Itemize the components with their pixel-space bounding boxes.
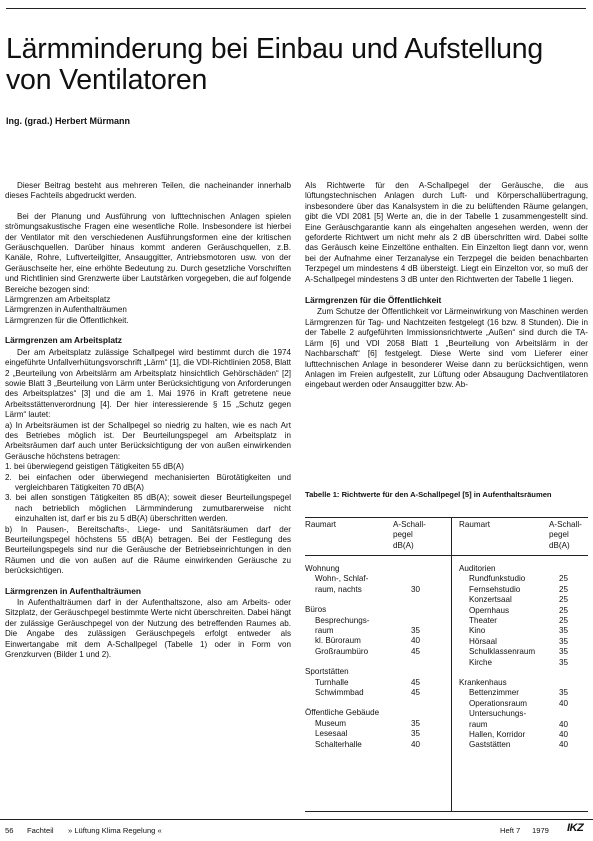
- page-number: 56: [5, 826, 14, 835]
- list-item: 2. bei einfachen oder überwiegend mechanisierten Bürotätigkeiten und vergleichbaren Tätigkeiten 70 dB(A): [5, 472, 291, 492]
- table-group-label: Wohnung: [305, 564, 340, 573]
- table-cell-raumart: raum, nachts: [315, 584, 362, 594]
- article-title: [6, 34, 591, 96]
- table-header-pegel: A-Schall- pegel dB(A): [549, 520, 582, 550]
- paragraph: a) In Arbeitsräumen ist der Schallpegel so niedrig zu halten, wie es nach Art des Betriebes möglich ist. Der Beurteilungspegel am Arbeitsplatz in Arbeitsräumen darf auch unter Berücksichtigung der von außen einwirkenden Geräusche höchstens betragen:: [5, 420, 291, 461]
- table-cell-raumart: Museum: [315, 718, 347, 728]
- paragraph: Bei der Planung und Ausführung von lufttechnischen Anlagen spielen strömungsakustische Fragen eine wesentliche Rolle. Insbesondere ist hierbei der Ventilator mit den verschiedenen Ausführungsformen eine der kritischen Geräuschquellen. Darüber hinaus kommt anderen Geräuschquellen, z.B. Kanäle, Rohre, Luftverteilgitter, Ansauggitter, Antriebsmotoren usw. von der Geräuschseite her, eine erhöhte Bedeutung zu. Durch gesetzliche Vorschriften und Richtlinien sind Grenzwerte über Lautstärken vorgegeben, die auf folgende Bereiche bezogen sind:: [5, 211, 291, 294]
- table-cell-raumart: Lesesaal: [315, 729, 348, 739]
- table-cell-raumart: Hörsaal: [469, 636, 497, 646]
- table-cell-value: 45: [411, 688, 421, 697]
- right-column: [305, 181, 588, 391]
- table-cell-value: 35: [411, 626, 421, 635]
- table-cell-raumart: Fernsehstudio: [469, 584, 521, 594]
- table-cell-raumart: Theater: [469, 616, 497, 625]
- top-rule: [6, 8, 586, 9]
- bottom-rule: [0, 819, 593, 820]
- table-group-label: Auditorien: [459, 564, 496, 573]
- table-cell-raumart: Konzertsaal: [469, 595, 512, 605]
- title-line-2: von Ventilatoren: [6, 64, 208, 96]
- table-cell-raumart: Hallen, Korridor: [469, 730, 526, 739]
- footer-section: Fachteil: [27, 826, 54, 835]
- table-cell-value: 25: [559, 574, 569, 584]
- table-cell-value: 25: [559, 584, 569, 594]
- table-cell-raumart: Gaststätten: [469, 740, 511, 750]
- table-cell-value: 35: [559, 657, 569, 667]
- table-cell-raumart: Wohn-, Schlaf-: [315, 574, 369, 584]
- table-cell-value: 40: [559, 698, 569, 708]
- table-cell-raumart: Schalterhalle: [315, 739, 362, 749]
- title-line-1: Lärmminderung bei Einbau und Aufstellung: [6, 33, 544, 65]
- author-line: Ing. (grad.) Herbert Mürmann: [6, 116, 131, 126]
- list-item: Lärmgrenzen in Aufenthalträumen: [5, 305, 127, 315]
- paragraph: Zum Schutze der Öffentlichkeit vor Lärmeinwirkung von Maschinen werden Lärmgrenzen für Tag- und Nachtzeiten festgelegt (16 bzw. 8 Stunden). Die in der Tabelle 2 aufgeführten Immissionsrichtwerte „Außen“ sind durch die TA-Lärm [6] und VDI 2058 Blatt 1 „Beurteilung von Arbeitslärm in der Nachbarschaft“ [6] festgelegt. Diese Werte sind vom Lieferer einer lufttechnischen Anlage in besonderer Weise dann zu berücksichtigen, wenn Anlagen im Freien aufgestellt, zur Lüftung oder Absaugung Dachventilatoren eingebaut werden oder Ansauggitter bzw. Ab-: [305, 307, 588, 390]
- section-heading: Lärmgrenzen für die Öffentlichkeit: [305, 295, 442, 306]
- table-cell-value: 35: [559, 626, 569, 636]
- paragraph: In Aufenthalträumen darf in der Aufenthaltszone, also am Arbeits- oder Sitzplatz, der Geräuschpegel bestimmte Werte nicht überschreiten. Dabei hängt der zulässige Geräuschpegel von der Nutzung des betreffenden Raumes ab. Die Angabe des zulässigen Geräuschpegels erfolgt entweder als Einwertangabe mit dem A-Schallpegel (Tabelle 1) oder in Form von Grenzkurven (Bilder 1 und 2).: [5, 598, 291, 660]
- table-cell-raumart: Bettenzimmer: [469, 688, 519, 698]
- table-cell-raumart: Großraumbüro: [315, 646, 369, 656]
- table-rule-bottom: [305, 811, 588, 812]
- table-cell-raumart: kl. Büroraum: [315, 636, 361, 646]
- footer-issue: Heft 7: [500, 826, 521, 835]
- table-group-label: Krankenhaus: [459, 678, 507, 687]
- table-cell-value: 40: [411, 739, 421, 749]
- table-cell-raumart: Kino: [469, 626, 486, 636]
- left-column: [5, 181, 291, 660]
- ikz-logo: IKZ: [567, 822, 584, 834]
- list-item: Lärmgrenzen am Arbeitsplatz: [5, 295, 111, 305]
- table-header-raumart: Raumart: [459, 520, 491, 529]
- table-cell-raumart: Opernhaus: [469, 605, 510, 615]
- table-cell-value: 35: [559, 636, 569, 646]
- table-cell-value: 25: [559, 605, 569, 615]
- table-cell-raumart: raum: [315, 626, 334, 635]
- table-cell-raumart: Kirche: [469, 657, 492, 667]
- table-cell-value: 25: [559, 616, 569, 625]
- table-cell-value: 40: [559, 740, 569, 750]
- list-item: 1. bei überwiegend geistigen Tätigkeiten 55 dB(A): [5, 462, 184, 472]
- table-cell-value: 35: [559, 688, 569, 698]
- paragraph: Der am Arbeitsplatz zulässige Schallpegel wird bestimmt durch die 1974 eingeführte Unfallverhütungsvorschrift „Lärm“ [1], die VDI-Richtlinien 2058, Blatt 2 „Beurteilung von Arbeitslärm am Arbeitsplatz hinsichtlich Gehörschäden“ [2] sowie Blatt 3 „Beurteilung von Lärm unter Berücksichtigung von Anforderungen des Arbeitsplatzes“ [3] und die am 1. Mai 1976 in Kraft getretene neue Arbeitsstättenverordnung [4]. Der hier interessierende § 15 „Schutz gegen Lärm“ lautet:: [5, 347, 291, 420]
- table-caption: Tabelle 1: Richtwerte für den A-Schallpegel [5] in Aufenthaltsräumen: [305, 490, 552, 499]
- table-1: [305, 517, 588, 811]
- table-cell-value: 30: [411, 584, 421, 594]
- table-divider: [451, 517, 452, 811]
- section-heading: Lärmgrenzen am Arbeitsplatz: [5, 335, 122, 346]
- table-cell-value: 35: [559, 647, 569, 657]
- table-cell-value: 40: [559, 719, 569, 729]
- table-header-pegel: A-Schall- pegel dB(A): [393, 520, 426, 550]
- footer-year: 1979: [532, 826, 549, 835]
- list-item: 3. bei allen sonstigen Tätigkeiten 85 dB(A); soweit dieser Beurteilungspegel nach betrieblich möglichen Lärmminderung zumutbarerweise nicht einzuhalten ist, darf er bis zu 5 dB(A) überschritten werden.: [5, 493, 291, 524]
- table-cell-value: 40: [559, 730, 569, 739]
- table-rule-top: [305, 517, 588, 518]
- section-heading: Lärmgrenzen in Aufenthalträumen: [5, 585, 142, 596]
- table-group-label: Sportstätten: [305, 667, 349, 677]
- table-group-label: Büros: [305, 605, 327, 615]
- table-cell-raumart: Operationsraum: [469, 698, 528, 708]
- table-cell-value: 40: [411, 636, 421, 646]
- table-cell-value: 45: [411, 646, 421, 656]
- table-cell-raumart: Rundfunkstudio: [469, 574, 526, 584]
- intro-paragraph: Dieser Beitrag besteht aus mehreren Teilen, die nacheinander innerhalb dieses Fachteils abgedruckt werden.: [5, 181, 291, 201]
- table-cell-raumart: Untersuchungs-: [469, 709, 527, 719]
- table-group-label: Öffentliche Gebäude: [305, 708, 380, 718]
- paragraph: b) In Pausen-, Bereitschafts-, Liege- und Sanitätsräumen darf der Beurteilungspegel höchstens 55 dB(A) betragen. Bei der Festlegung des Beurteilungspegels sind nur die Geräusche der Betriebseinrichtungen in den Räumen und die von außen auf die Räume einwirkenden Geräusche zu berücksichtigen.: [5, 524, 291, 576]
- table-cell-raumart: Turnhalle: [315, 677, 349, 687]
- table-cell-raumart: Schulklassenraum: [469, 647, 536, 657]
- table-cell-raumart: Besprechungs-: [315, 615, 370, 625]
- table-cell-raumart: raum: [469, 719, 488, 729]
- paragraph: Als Richtwerte für den A-Schallpegel der Geräusche, die aus lüftungstechnischen Anlagen durch Luft- und Körperschallübertragung, insbesondere über das Kanalsystem in die zu belüftenden Räume gelangen, gibt die VDI 2081 [5] Werte an, die in der Tabelle 1 zusammengestellt sind. Eine Geräuschgarantie kann als eingehalten angesehen werden, wenn der geforderte Richtwert um nicht mehr als 2 dB überschritten wird. Dabei sollte das Geräusch keine Einzeltöne enthalten. Ein Einzelton liegt dann vor, wenn bei der Aufnahme einer Terzanalyse ein Terzpegel die beiden benachbarten Terzpegel um mindestens 4 dB übersteigt. Liegt ein Einzelton vor, so muß der A-Schallpegel mindestens 3 dB unter den Richtwerten der Tabelle 1 liegen.: [305, 181, 588, 284]
- table-cell-raumart: Schwimmbad: [315, 688, 364, 697]
- table-cell-value: 35: [411, 718, 421, 728]
- list-item: Lärmgrenzen für die Öffentlichkeit.: [5, 315, 129, 325]
- table-rule-header: [305, 555, 588, 556]
- table-header-raumart: Raumart: [305, 520, 337, 529]
- table-cell-value: 35: [411, 729, 421, 739]
- table-cell-value: 25: [559, 595, 569, 605]
- table-cell-value: 45: [411, 677, 421, 687]
- footer-journal: » Lüftung Klima Regelung «: [68, 826, 162, 835]
